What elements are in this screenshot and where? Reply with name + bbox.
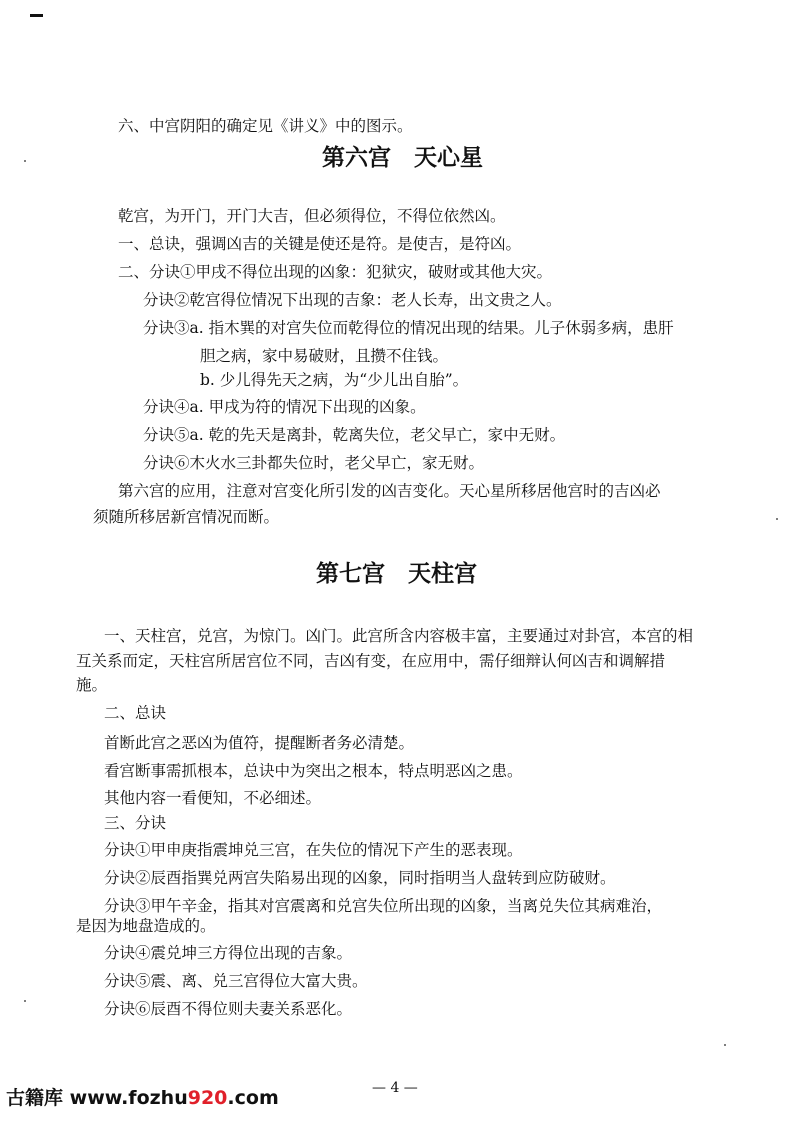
section7-line: 分诀⑥辰酉不得位则夫妻关系恶化。 <box>104 1000 353 1018</box>
section7-line: 互关系而定，天柱宫所居宫位不同，吉凶有变，在应用中，需仔细辩认何凶吉和调解措 <box>76 652 666 670</box>
section7-line: 二、总诀 <box>104 704 167 722</box>
section6-line: 胆之病，家中易破财，且攒不住钱。 <box>200 347 449 365</box>
section6-line: 分诀④a. 甲戌为符的情况下出现的凶象。 <box>143 398 426 416</box>
scan-dot <box>24 160 26 162</box>
intro-line: 六、中宫阴阳的确定见《讲义》中的图示。 <box>118 117 413 135</box>
section7-title: 第七宫 天柱宫 <box>316 561 477 587</box>
page-number: — 4 — <box>372 1080 418 1096</box>
section7-line: 分诀①甲申庚指震坤兑三宫，在失位的情况下产生的恶表现。 <box>104 841 523 859</box>
section6-line: 二、分诀①甲戌不得位出现的凶象：犯狱灾，破财或其他大灾。 <box>118 263 553 281</box>
section7-line: 三、分诀 <box>104 814 167 832</box>
section6-line: 乾宫，为开门，开门大吉，但必须得位，不得位依然凶。 <box>118 207 506 225</box>
section7-line: 分诀②辰酉指巽兑两宫失陷易出现的凶象，同时指明当人盘转到应防破财。 <box>104 869 616 887</box>
section7-line: 分诀④震兑坤三方得位出现的吉象。 <box>104 944 353 962</box>
section7-line: 分诀③甲午辛金，指其对宫震离和兑宫失位所出现的凶象，当离兑失位其病难治， <box>104 897 663 915</box>
section6-line: 分诀②乾宫得位情况下出现的吉象：老人长寿，出文贵之人。 <box>143 291 562 309</box>
section6-line: 分诀⑥木火水三卦都失位时，老父早亡，家无财。 <box>143 454 485 472</box>
scan-dot <box>776 518 778 520</box>
section6-line: 分诀⑤a. 乾的先天是离卦，乾离失位，老父早亡，家中无财。 <box>143 426 566 444</box>
scan-mark <box>30 14 43 17</box>
section6-line: 须随所移居新宫情况而断。 <box>93 508 280 526</box>
section7-line: 是因为地盘造成的。 <box>76 917 216 935</box>
section7-line: 看宫断事需抓根本，总诀中为突出之根本，特点明恶凶之患。 <box>104 762 523 780</box>
watermark-url-number: 920 <box>187 1087 228 1109</box>
section6-line: b. 少儿得先天之病，为“少儿出自胎”。 <box>200 371 469 389</box>
section7-line: 其他内容一看便知，不必细述。 <box>104 789 322 807</box>
section6-line: 一、总诀，强调凶吉的关键是使还是符。是使吉，是符凶。 <box>118 235 522 253</box>
section7-line: 首断此宫之恶凶为值符，提醒断者务必清楚。 <box>104 734 415 752</box>
section6-line: 分诀③a. 指木巽的对宫失位而乾得位的情况出现的结果。儿子休弱多病，患肝 <box>143 319 674 337</box>
section7-line: 一、天柱宫，兑宫，为惊门。凶门。此宫所含内容极丰富，主要通过对卦宫，本宫的相 <box>104 627 694 645</box>
watermark-footer <box>6 1086 279 1110</box>
scan-dot <box>24 1000 26 1002</box>
section7-line: 分诀⑤震、离、兑三宫得位大富大贵。 <box>104 972 368 990</box>
scan-dot <box>724 1044 726 1046</box>
watermark-url-prefix: www.fozhu <box>69 1087 188 1109</box>
watermark-url-suffix: .com <box>227 1087 279 1109</box>
section7-line: 施。 <box>76 676 108 694</box>
section6-line: 第六宫的应用，注意对宫变化所引发的凶吉变化。天心星所移居他宫时的吉凶必 <box>118 482 661 500</box>
section6-title: 第六宫 天心星 <box>322 145 483 171</box>
watermark-site-name: 古籍库 <box>6 1087 64 1109</box>
